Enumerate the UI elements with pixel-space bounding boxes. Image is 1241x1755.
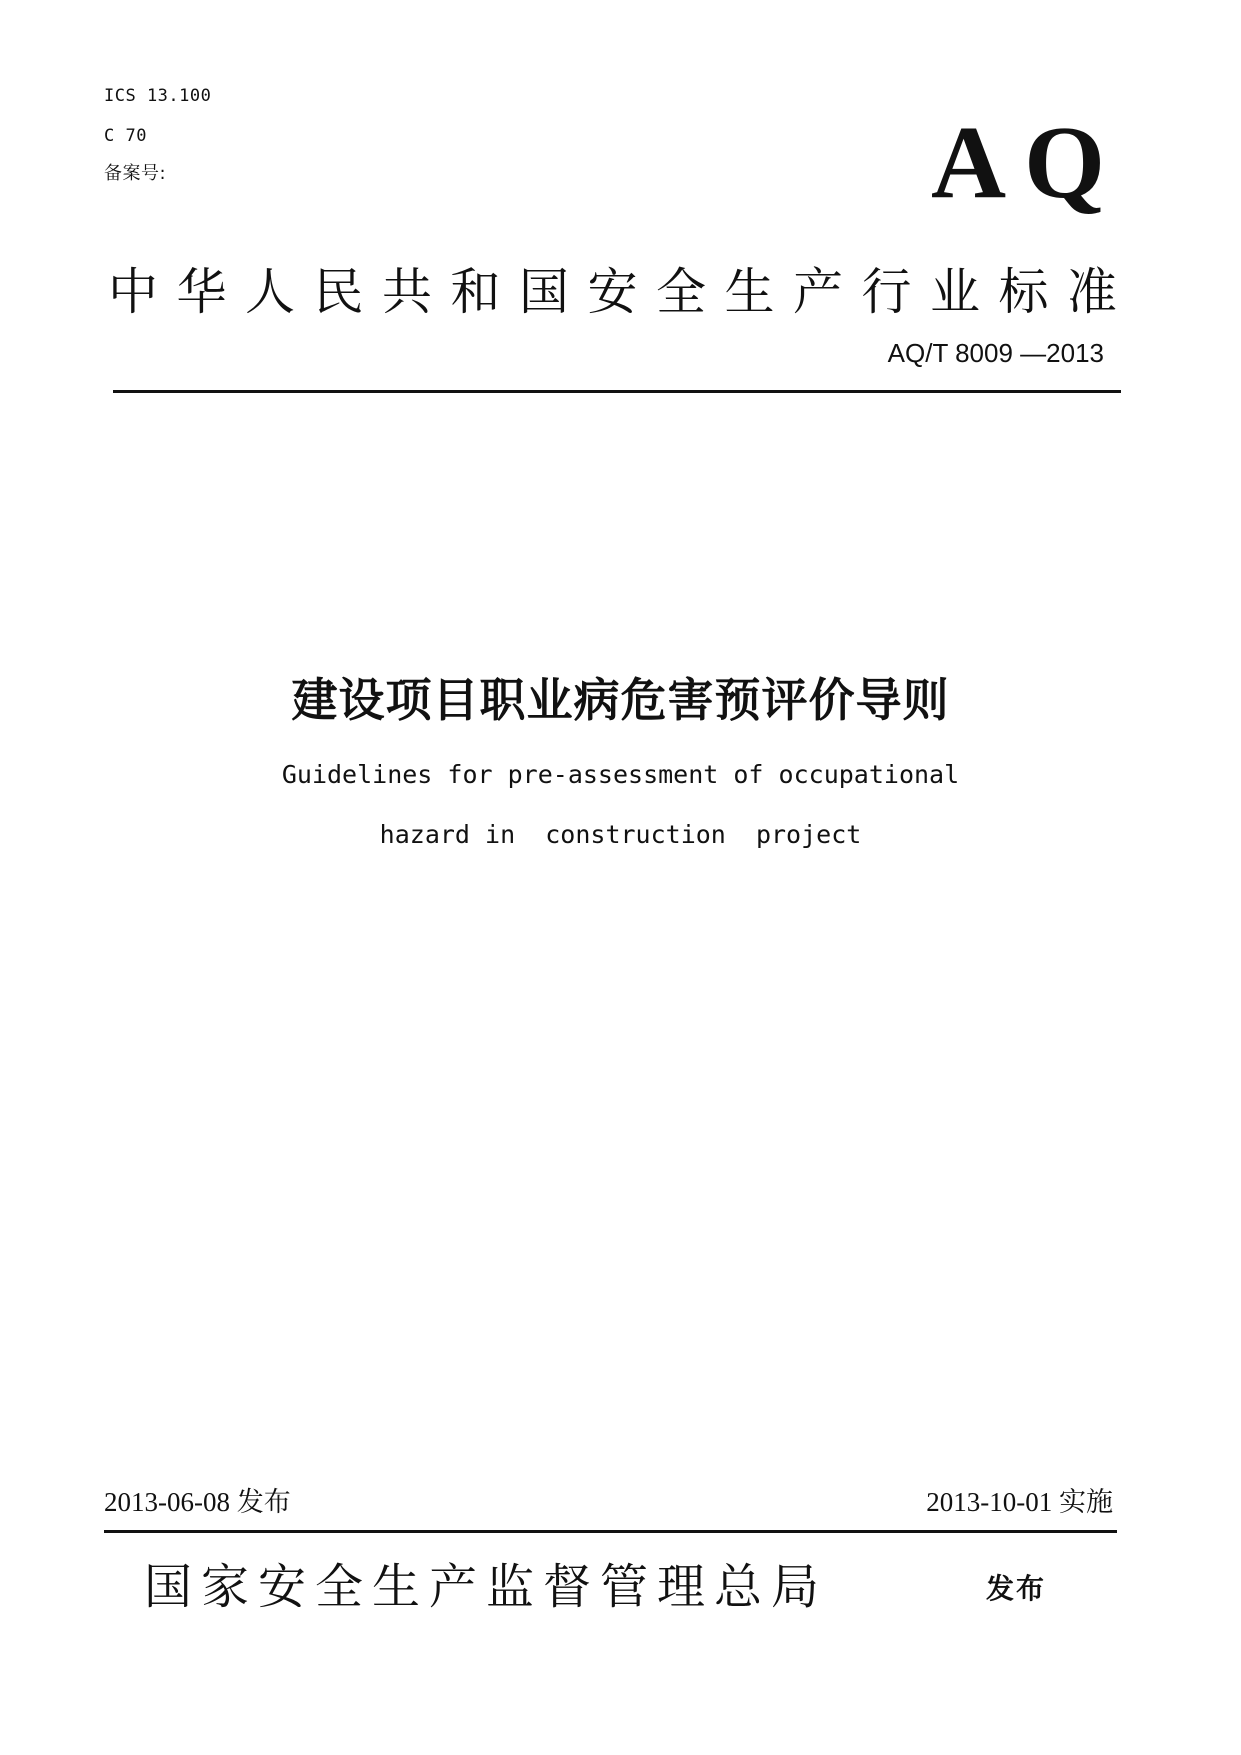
issue-label: 发布 — [986, 1572, 1047, 1605]
header-divider — [113, 390, 1121, 393]
issue-date: 2013-06-08 发布 — [104, 1487, 291, 1517]
standard-number: AQ/T 8009 —2013 — [887, 338, 1104, 368]
document-title-zh: 建设项目职业病危害预评价导则 — [291, 673, 950, 727]
ics-code: ICS 13.100 — [104, 86, 212, 106]
record-number-label: 备案号: — [104, 163, 167, 184]
document-title-en-line2: hazard in construction project — [379, 820, 862, 849]
clc-code: C 70 — [104, 126, 147, 146]
standard-category-title: 中华人民共和国安全生产行业标准 — [108, 263, 1136, 321]
document-title-en-line1: Guidelines for pre-assessment of occupational — [281, 760, 960, 789]
footer-divider — [104, 1530, 1117, 1533]
issuing-authority: 国家安全生产监督管理总局 — [144, 1559, 829, 1615]
aq-logo: AQ — [931, 105, 1123, 220]
implementation-date: 2013-10-01 实施 — [926, 1487, 1113, 1517]
